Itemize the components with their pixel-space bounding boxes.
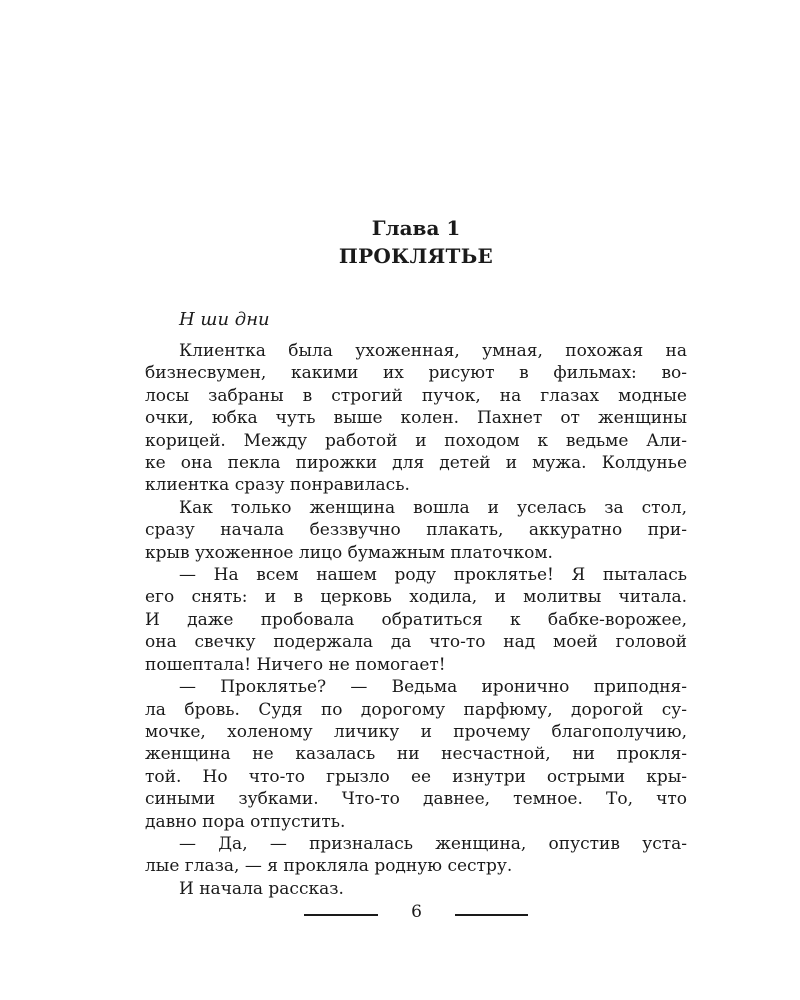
text-line: она свечку подержала да что-то над моей головой: [145, 632, 687, 653]
text-line: Клиентка была ухоженная, умная, похожая на: [179, 341, 687, 361]
text-line: сразу начала беззвучно плакать, аккуратно при-: [145, 520, 687, 541]
text-line: бизнесвумен, какими их рисуют в фильмах: во-: [145, 363, 687, 384]
text-line: очки, юбка чуть выше колен. Пахнет от женщины: [145, 408, 687, 429]
text-line: — На всем нашем роду проклятье! Я пыталась: [179, 565, 687, 586]
text-line: его снять: и в церковь ходила, и молитвы читала.: [145, 587, 687, 608]
page-footer: [0, 898, 800, 928]
text-line: клиентка сразу понравилась.: [145, 475, 410, 496]
text-line: женщина не казалась ни несчастной, ни прокля-: [145, 744, 687, 765]
text-line: ла бровь. Судя по дорогому парфюму, дорогой су-: [145, 699, 687, 720]
text-line: Как только женщина вошла и уселась за стол,: [179, 497, 687, 518]
text-line: ке она пекла пирожки для детей и мужа. Колдунье: [145, 453, 687, 474]
body-text: [145, 340, 687, 900]
text-line: лые глаза, — я прокляла родную сестру.: [145, 856, 513, 877]
footer-rule-left: [304, 914, 378, 916]
text-line: лосы забраны в строгий пучок, на глазах модные: [145, 385, 687, 406]
text-line: той. Но что-то грызло ее изнутри острыми кры-: [145, 766, 687, 787]
page-number: 6: [411, 902, 422, 922]
chapter-title: ПРОКЛЯТЬЕ: [338, 244, 494, 268]
text-line: сиными зубками. Что-то давнее, темное. То, что: [145, 789, 687, 810]
text-line: — Проклятье? — Ведьма иронично приподня-: [179, 677, 687, 698]
chapter-number: Глава 1: [371, 216, 461, 240]
text-line: И начала рассказ.: [179, 878, 344, 899]
text-line: мочке, холеному личику и прочему благополучию,: [145, 721, 687, 742]
text-line: — Да, — призналась женщина, опустив уста-: [179, 833, 687, 854]
section-subheading: Н ши дни: [179, 309, 270, 330]
text-line: пошептала! Ничего не помогает!: [145, 654, 446, 675]
footer-rule-right: [455, 914, 528, 916]
text-line: давно пора отпустить.: [145, 811, 346, 832]
text-line: корицей. Между работой и походом к ведьме Али-: [145, 430, 687, 451]
text-line: крыв ухоженное лицо бумажным платочком.: [145, 542, 553, 563]
text-line: И даже пробовала обратиться к бабке-ворожее,: [145, 609, 687, 630]
